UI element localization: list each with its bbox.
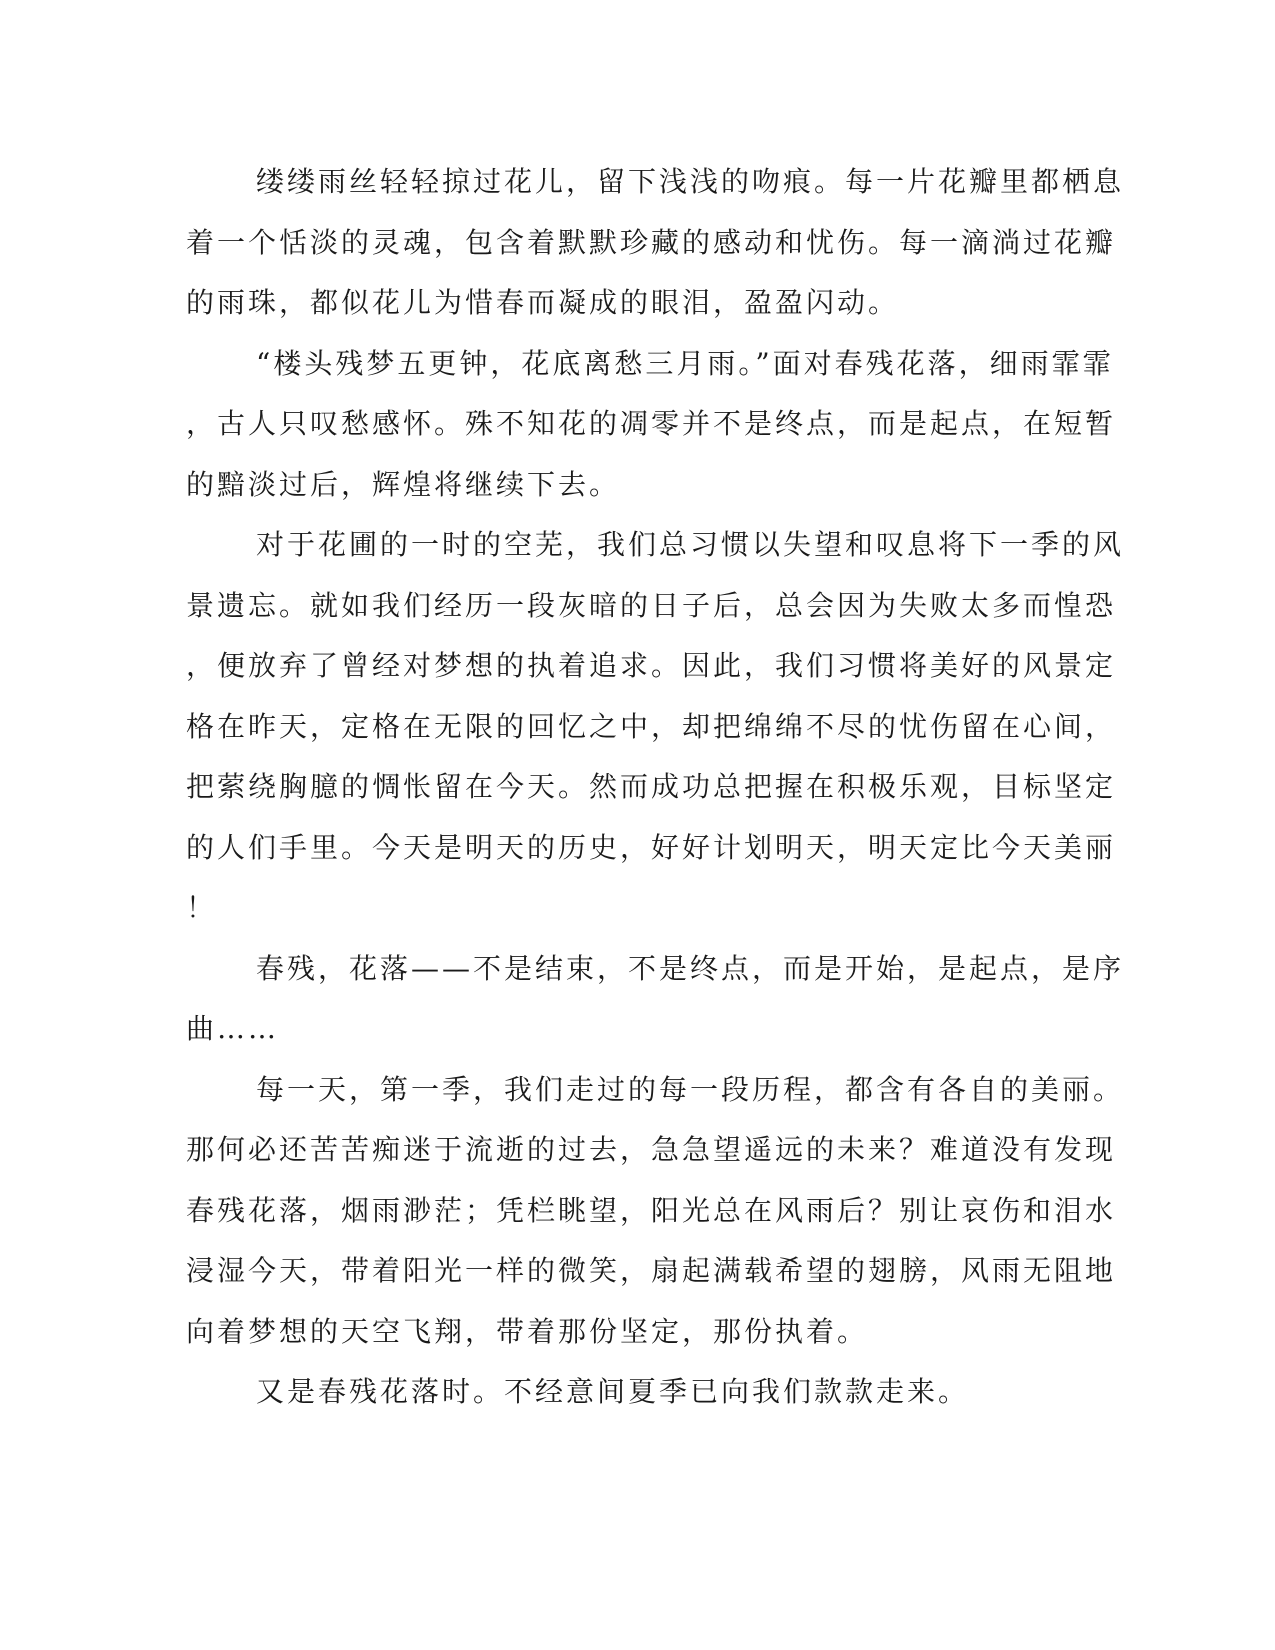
text-line: 把萦绕胸臆的惆怅留在今天。然而成功总把握在积极乐观，目标坚定 — [186, 770, 1117, 803]
text-line: “楼头残梦五更钟，花底离愁三月雨。”面对春残花落，细雨霏霏 — [256, 346, 1114, 380]
text-line: 向着梦想的天空飞翔，带着那份坚定，那份执着。 — [186, 1314, 869, 1348]
text-line: ！ — [186, 891, 218, 924]
text-line: 景遗忘。就如我们经历一段灰暗的日子后，总会因为失败太多而惶恐 — [186, 588, 1117, 622]
text-line: 的人们手里。今天是明天的历史，好好计划明天，明天定比今天美丽 — [186, 830, 1117, 864]
text-line: ，便放弃了曾经对梦想的执着追求。因此，我们习惯将美好的风景定 — [186, 649, 1117, 682]
paragraph — [186, 334, 1117, 516]
paragraph — [186, 152, 1125, 334]
paragraph — [186, 1362, 1056, 1423]
text-line: 那何必还苦苦痴迷于流逝的过去，急急望遥远的未来？难道没有发现 — [186, 1133, 1117, 1166]
paragraph — [186, 939, 1125, 1060]
text-line: 每一天，第一季，我们走过的每一段历程，都含有各自的美丽。 — [256, 1072, 1125, 1106]
text-line: 对于花圃的一时的空芜，我们总习惯以失望和叹息将下一季的风 — [256, 528, 1125, 561]
text-line: 缕缕雨丝轻轻掠过花儿，留下浅浅的吻痕。每一片花瓣里都栖息 — [256, 165, 1125, 198]
text-line: ，古人只叹愁感怀。殊不知花的凋零并不是终点，而是起点，在短暂 — [186, 407, 1117, 440]
text-line: 春残花落，烟雨渺茫；凭栏眺望，阳光总在风雨后？别让哀伤和泪水 — [186, 1193, 1117, 1227]
text-line: 格在昨天，定格在无限的回忆之中，却把绵绵不尽的忧伤留在心间， — [186, 709, 1117, 743]
text-line: 的雨珠，都似花儿为惜春而凝成的眼泪，盈盈闪动。 — [186, 286, 900, 319]
text-line: 曲…… — [186, 1012, 280, 1045]
document-body — [186, 152, 1125, 1423]
text-line: 浸湿今天，带着阳光一样的微笑，扇起满载希望的翅膀，风雨无阻地 — [186, 1254, 1117, 1287]
text-line: 又是春残花落时。不经意间夏季已向我们款款走来。 — [256, 1375, 970, 1408]
text-line: 着一个恬淡的灵魂，包含着默默珍藏的感动和忧伤。每一滴淌过花瓣 — [186, 225, 1117, 259]
text-line: 春残，花落——不是结束，不是终点，而是开始，是起点，是序 — [256, 951, 1125, 985]
text-line: 的黯淡过后，辉煌将继续下去。 — [186, 467, 621, 501]
paragraph — [186, 1060, 1125, 1363]
paragraph — [186, 515, 1125, 939]
